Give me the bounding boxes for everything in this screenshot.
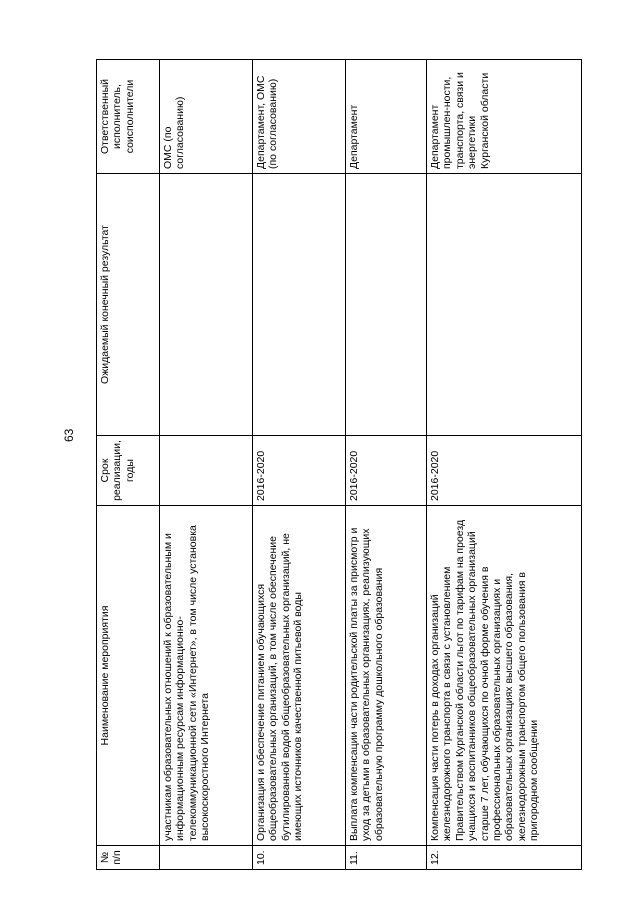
cell-name: Выплата компенсации части родительской платы за присмотр и уход за детьми в образовательных организациях, реализующих образовательную программу дошкольного образования xyxy=(346,506,427,846)
cell-responsible: ОМС (по согласованию) xyxy=(160,60,253,174)
cell-num xyxy=(160,846,253,870)
page-number: 63 xyxy=(62,428,76,442)
cell-result xyxy=(427,174,582,436)
cell-name: Компенсация части потерь в доходах организаций железнодорожного транспорта в связи с установлением Правительством Курганской области льгот по тарифам на проезд учащихся и воспитанников общеобразовательных организаций старше 7 лет, обучающихся по очной форме обучения в профессиональных образовательных организациях и образовательных организациях высшего образования, железнодорожным транспортом общего пользования в пригородном сообщении xyxy=(427,506,582,846)
cell-num: 10. xyxy=(253,846,346,870)
cell-responsible: Департамент промышлен-ности, транспорта, связи и энергетики Курганской области xyxy=(427,60,582,174)
table-header-row xyxy=(97,60,160,870)
table-row xyxy=(346,60,427,870)
measures-table-wrapper xyxy=(96,60,582,870)
header-term: Срок реализации, годы xyxy=(97,436,160,506)
measures-table xyxy=(96,59,582,870)
cell-num: 11. xyxy=(346,846,427,870)
cell-term xyxy=(160,436,253,506)
cell-term: 2016-2020 xyxy=(253,436,346,506)
cell-num: 12. xyxy=(427,846,582,870)
cell-result xyxy=(346,174,427,436)
header-responsible: Ответственный исполнитель, соисполнители xyxy=(97,60,160,174)
header-result: Ожидаемый конечный результат xyxy=(97,174,160,436)
table-row xyxy=(427,60,582,870)
cell-responsible: Департамент, ОМС (по согласованию) xyxy=(253,60,346,174)
cell-responsible: Департамент xyxy=(346,60,427,174)
cell-result xyxy=(160,174,253,436)
cell-result xyxy=(253,174,346,436)
table-row xyxy=(253,60,346,870)
table-row xyxy=(160,60,253,870)
header-name: Наименование мероприятия xyxy=(97,506,160,846)
cell-name: участникам образовательных отношений к образовательным и информационным ресурсам информационно-телекоммуникационной сети «Интернет», в том числе установка высокоскоростного Интернета xyxy=(160,506,253,846)
header-num: № п/п xyxy=(97,846,160,870)
cell-term: 2016-2020 xyxy=(346,436,427,506)
cell-name: Организация и обеспечение питанием обучающихся общеобразовательных организаций, в том числе обеспечение бутилированной водой общеобразовательных организаций, не имеющих источников качественной питьевой воды xyxy=(253,506,346,846)
cell-term: 2016-2020 xyxy=(427,436,582,506)
